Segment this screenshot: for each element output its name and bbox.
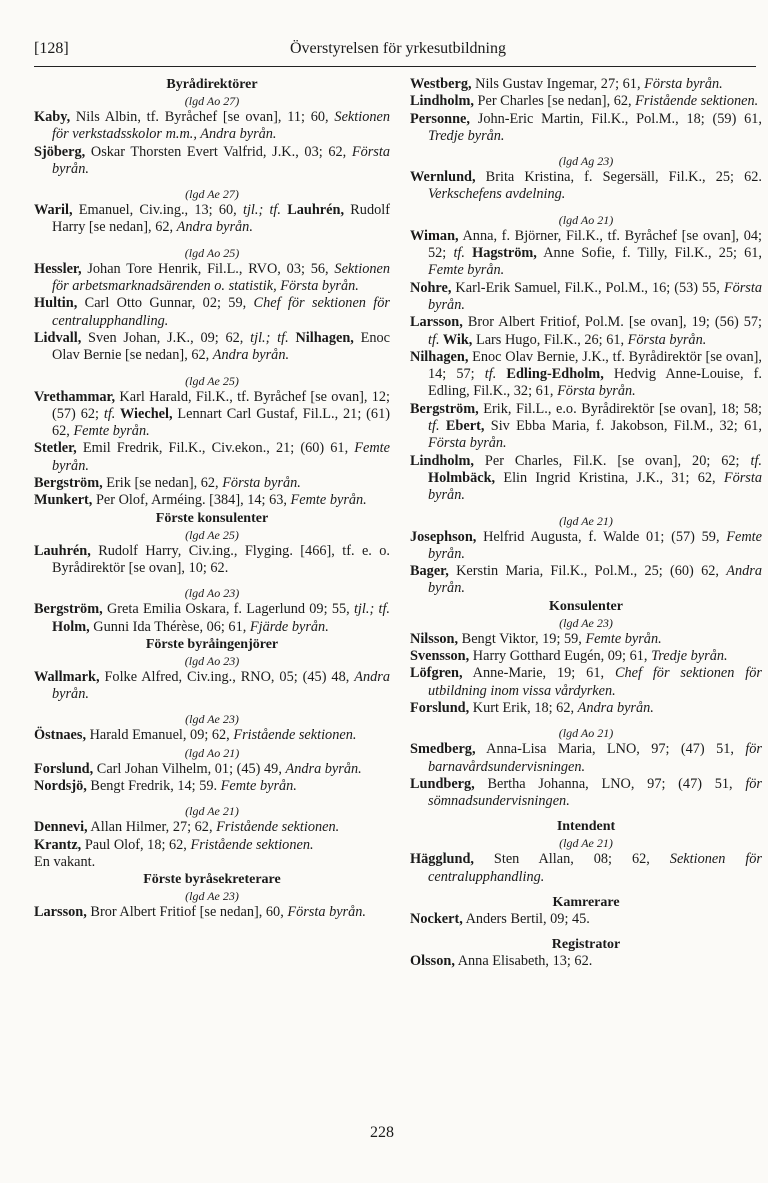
entry-assignment: Första byrån. [557,383,636,400]
spacer [34,577,390,585]
section-heading: Kamrerare [552,894,620,910]
page-title: Överstyrelsen för yrkesutbildning [290,40,506,57]
surname: Lauhrén, [280,202,345,219]
surname: Olsson, [410,953,455,970]
entry-details: Helfrid Augusta, f. Walde 01; (57) 59, [476,528,727,545]
staff-entry [34,601,390,636]
surname: Stetler, [34,440,77,457]
spacer [410,204,762,212]
entry-details: En vakant. [34,853,96,870]
staff-entry [34,330,390,365]
staff-entry [34,837,390,854]
entry-assignment: Sektionen för verkstadsskolor m.m., Andra byrån. [52,109,390,143]
entry-details: Folke Alfred, Civ.ing., RNO, 05; (45) 48, [99,668,355,685]
spacer [410,810,762,818]
entry-details: Enoc Olav Bernie, J.K., tf. Byrådirektör [se ovan], 14; 57; [428,348,762,383]
surname: Lundberg, [410,775,475,792]
staff-entry [410,741,762,776]
entry-assignment: Tredje byrån. [428,127,505,144]
salary-grade-label: (lgd Ae 25) [185,527,239,542]
entry-details: Anders Bertil, 09; 45. [462,910,590,927]
spacer [34,178,390,186]
running-header [34,40,754,64]
surname: Josephson, [410,528,477,545]
entry-assignment: Sektionen för centralupphandling. [428,851,762,885]
staff-entry [34,202,390,237]
entry-details: Bengt Viktor, 19; 59, [458,630,586,647]
entry-details: Hedvig Anne-Louise, f. Edling, Fil.K., 32; 61, [428,366,762,400]
entry-assignment: Andra byrån. [428,563,762,597]
entry-details: Anna, f. Björner, Fil.K., tf. Byråchef [se ovan], 04; 52; [428,227,762,262]
entry-assignment: Femte byrån. [73,423,150,440]
surname: Smedberg, [410,741,476,758]
surname: Hessler, [34,260,82,277]
entry-details: Harald Emanuel, 09; 62, [86,727,234,744]
entry-assignment: Första byrån. [52,143,390,177]
surname: Hägglund, [410,851,474,868]
entry-assignment: Fristående sektionen. [190,836,314,853]
spacer [410,145,762,153]
salary-grade-label: (lgd Ae 23) [185,712,239,727]
entry-details: Per Charles [se nedan], 62, [473,93,636,110]
surname: Larsson, [410,314,463,331]
entry-details: Elin Ingrid Kristina, J.K., 31; 62, [495,469,724,486]
surname: Larsson, [34,904,87,921]
staff-entry [410,648,762,665]
salary-grade-label: (lgd Ao 21) [184,745,240,760]
staff-entry [410,453,762,505]
entry-assignment: Fristående sektionen. [233,727,357,744]
entry-assignment: tf. [428,331,440,348]
entry-details: Kerstin Maria, Fil.K., Pol.M., 25; (60) 62, [448,563,727,580]
entry-details: Karl Harald, Fil.K., tf. Byråchef [se ovan], 12; (57) 62; [52,388,390,422]
entry-details: Bertha Johanna, LNO, 97; (47) 51, [474,775,746,792]
surname: Holmbäck, [428,469,496,486]
surname: Wiman, [410,227,459,244]
staff-entry [34,904,390,921]
spacer [34,237,390,245]
surname: Vrethammar, [34,388,116,405]
salary-grade-label: (lgd Ae 23) [185,889,239,904]
staff-entry [410,76,762,93]
staff-entry [34,440,390,475]
entry-assignment: tjl.; tf. [250,329,289,346]
entry-details: Johan Tore Henrik, Fil.L., RVO, 03; 56, [81,260,335,277]
staff-entry [34,761,390,778]
surname: Sjöberg, [34,143,86,160]
surname: Lidvall, [34,329,82,346]
staff-entry [34,389,390,441]
entry-assignment: Femte byrån. [52,440,390,474]
entry-details: Sven Johan, J.K., 09; 62, [81,329,251,346]
entry-assignment: Andra byrån. [285,760,362,777]
entry-assignment: Första byrån. [428,435,507,452]
staff-entry [410,349,762,401]
entry-assignment: Femte byrån. [220,778,297,795]
entry-details: Greta Emilia Oskara, f. Lagerlund 09; 55, [102,601,354,618]
entry-assignment: Femte byrån. [428,528,762,562]
staff-entry [410,563,762,598]
surname: Nordsjö, [34,778,87,795]
surname: Munkert, [34,492,93,509]
salary-grade-label: (lgd Ae 27) [185,187,239,202]
staff-entry [410,911,762,928]
entry-details: Rudolf Harry [se nedan], 62, [52,202,390,236]
entry-details: Allan Hilmer, 27; 62, [87,819,217,836]
spacer [34,795,390,803]
entry-details: Siv Ebba Maria, f. Jakobson, Fil.M., 32; 61, [484,418,762,435]
entry-details: Per Olof, Arméing. [384], 14; 63, [92,492,291,509]
staff-entry [34,144,390,179]
surname: Nockert, [410,910,463,927]
staff-entry [34,819,390,836]
staff-entry [34,109,390,144]
entry-assignment: Chef för sektionen för utbildning inom vissa vårdyrken. [428,665,762,699]
section-heading: Konsulenter [549,598,623,614]
staff-entry [410,631,762,648]
surname: Lauhrén, [34,542,91,559]
spacer [34,365,390,373]
surname: Forslund, [410,699,470,716]
entry-assignment: Första byrån. [644,76,723,92]
staff-entry [34,778,390,795]
entry-assignment: Fjärde byrån. [249,618,329,635]
surname: Bergström, [34,475,103,492]
entry-assignment: Verkschefens avdelning. [428,186,566,203]
entry-assignment: Första byrån. [428,279,762,313]
surname: Westberg, [410,76,472,92]
surname: Waril, [34,202,73,219]
salary-grade-label: (lgd Ag 23) [558,154,614,169]
entry-details: Anne Sofie, f. Tilly, Fil.K., 25; 61, [536,245,763,262]
salary-grade-label: (lgd Ae 21) [559,836,613,851]
entry-assignment: Första byrån. [627,331,707,348]
surname: Dennevi, [34,819,88,836]
header-rule [34,66,756,67]
entry-assignment: Femte byrån. [290,492,367,509]
entry-details: Oskar Thorsten Evert Valfrid, J.K., 03; 62, [85,143,352,160]
salary-grade-label: (lgd Ao 23) [184,653,240,668]
entry-assignment: tf. [750,452,762,469]
surname: Edling-Edholm, [496,366,604,383]
entry-details: Gunni Ida Thérèse, 06; 61, [89,618,250,635]
staff-entry [34,669,390,704]
entry-assignment: tf. [103,405,116,422]
entry-assignment: för sömnadsundervisningen. [428,775,762,810]
spacer [34,703,390,711]
surname: Forslund, [34,760,94,777]
salary-grade-label: (lgd Ae 21) [185,804,239,819]
surname: Löfgren, [410,665,463,682]
entry-assignment: Chef för sektionen för centralupphandling. [52,295,390,329]
entry-assignment: Fristående sektionen. [216,819,340,836]
entry-assignment: tjl.; tf. [242,202,281,219]
staff-entry [410,228,762,280]
entry-details: Paul Olof, 18; 62, [81,836,191,853]
salary-grade-label: (lgd Ae 25) [185,373,239,388]
entry-details: John-Eric Martin, Fil.K., Pol.M., 18; (59) 61, [469,110,762,127]
entry-details: Harry Gotthard Eugén, 09; 61, [469,648,652,665]
staff-entry [410,169,762,204]
entry-assignment: Första byrån. [428,469,762,504]
entry-details: Karl-Erik Samuel, Fil.K., Pol.M., 16; (53) 55, [451,279,724,296]
entry-assignment: tf. [428,418,440,435]
staff-entry [34,854,390,871]
page-reference: [128] [34,40,69,57]
entry-details: Bror Albert Fritiof [se nedan], 60, [86,904,288,921]
surname: Nilhagen, [288,329,354,346]
staff-entry [410,529,762,564]
staff-entry [34,727,390,744]
staff-entry [410,401,762,453]
entry-details: Nils Gustav Ingemar, 27; 61, [471,76,645,92]
staff-entry [410,665,762,700]
entry-details: Anne-Marie, 19; 61, [462,665,615,682]
salary-grade-label: (lgd Ao 21) [558,212,614,227]
surname: Wiechel, [115,405,173,422]
entry-assignment: Första byrån. [287,904,366,921]
section-heading: Intendent [556,819,616,835]
surname: Lindholm, [410,452,474,469]
surname: Wallmark, [34,668,100,685]
entry-details: Carl Johan Vilhelm, 01; (45) 49, [93,760,286,777]
surname: Hultin, [34,295,78,312]
spacer [410,505,762,513]
entry-assignment: för barnavårdsundervisningen. [428,741,762,775]
surname: Krantz, [34,836,82,853]
entry-details: Anna-Lisa Maria, LNO, 97; (47) 51, [475,741,746,758]
entry-details: Carl Otto Gunnar, 02; 59, [77,295,254,312]
entry-assignment: Sektionen för arbetsmarknadsärenden o. statistik, Första byrån. [52,260,390,295]
section-heading: Förste byråingenjörer [145,636,279,652]
surname: Svensson, [410,648,470,665]
staff-entry [410,851,762,886]
staff-entry [410,700,762,717]
staff-entry [34,492,390,509]
staff-entry [34,475,390,492]
entry-details: Enoc Olav Bernie [se nedan], 62, [52,329,390,364]
section-heading: Förste konsulenter [155,510,269,526]
spacer [410,886,762,894]
section-heading: Registrator [551,937,621,953]
section-heading: Förste byråsekreterare [143,872,281,888]
surname: Kaby, [34,109,71,125]
entry-details: Emil Fredrik, Fil.K., Civ.ekon., 21; (60) 61, [76,440,355,457]
entry-details: Brita Kristina, f. Segersäll, Fil.K., 25; 62. [475,169,762,186]
left-column [34,76,390,922]
staff-entry [410,953,762,970]
surname: Hagström, [464,245,537,262]
surname: Personne, [410,110,470,127]
salary-grade-label: (lgd Ae 23) [559,615,613,630]
section-heading: Byrådirektörer [166,77,258,92]
entry-details: Lennart Carl Gustaf, Fil.L., 21; (61) 62, [52,405,390,440]
salary-grade-label: (lgd Ao 23) [184,586,240,601]
surname: Bergström, [34,601,103,618]
surname: Lindholm, [410,93,474,110]
entry-assignment: Femte byrån. [585,630,662,647]
salary-grade-label: (lgd Ao 25) [184,245,240,260]
entry-assignment: Fristående sektionen. [635,93,759,110]
entry-details: Lars Hugo, Fil.K., 26; 61, [472,331,628,348]
entry-details: Erik, Fil.L., e.o. Byrådirektör [se ovan], 18; 58; [478,400,762,417]
staff-entry [34,543,390,578]
staff-entry [410,776,762,811]
entry-assignment: Andra byrån. [52,668,390,703]
surname: Bergström, [410,400,479,417]
entry-assignment: tf. [484,366,497,383]
page-number: 228 [370,1124,394,1141]
salary-grade-label: (lgd Ae 21) [559,513,613,528]
staff-entry [410,111,762,146]
staff-entry [410,314,762,349]
surname: Ebert, [439,418,485,435]
surname: Nohre, [410,279,452,296]
right-column [410,76,762,971]
entry-assignment: Tredje byrån. [651,648,728,665]
entry-details: Bengt Fredrik, 14; 59. [86,778,221,795]
spacer [410,717,762,725]
entry-details: Nils Albin, tf. Byråchef [se ovan], 11; 60, [70,109,335,125]
surname: Wik, [439,331,473,348]
surname: Holm, [52,618,90,635]
entry-details: Rudolf Harry, Civ.ing., Flyging. [466], tf. e. o. Byrådirektör [se ovan], 10; 62. [52,542,390,576]
surname: Bager, [410,563,449,580]
staff-entry [34,295,390,330]
entry-assignment: tjl.; tf. [353,601,390,618]
spacer [410,928,762,936]
entry-details: Kurt Erik, 18; 62, [469,699,578,716]
entry-assignment: Andra byrån. [212,347,290,364]
entry-details: Bror Albert Fritiof, Pol.M. [se ovan], 19; (56) 57; [462,314,762,331]
entry-details: Sten Allan, 08; 62, [473,851,670,868]
entry-assignment: Andra byrån. [176,219,253,236]
entry-assignment: Första byrån. [222,475,301,492]
entry-assignment: Andra byrån. [577,699,654,716]
entry-details: Erik [se nedan], 62, [102,475,223,492]
entry-details: Anna Elisabeth, 13; 62. [454,953,593,970]
entry-assignment: Femte byrån. [428,262,505,279]
entry-details: Per Charles, Fil.K. [se ovan], 20; 62; [473,452,751,469]
surname: Wernlund, [410,169,476,186]
surname: Nilsson, [410,630,459,647]
entry-details: Emanuel, Civ.ing., 13; 60, [72,202,243,219]
entry-assignment: tf. [453,245,465,262]
staff-entry [410,93,762,110]
staff-entry [410,280,762,315]
surname: Nilhagen, [410,348,469,365]
salary-grade-label: (lgd Ao 27) [184,94,240,108]
surname: Östnaes, [34,727,87,744]
staff-entry [34,261,390,296]
salary-grade-label: (lgd Ao 21) [558,726,614,741]
